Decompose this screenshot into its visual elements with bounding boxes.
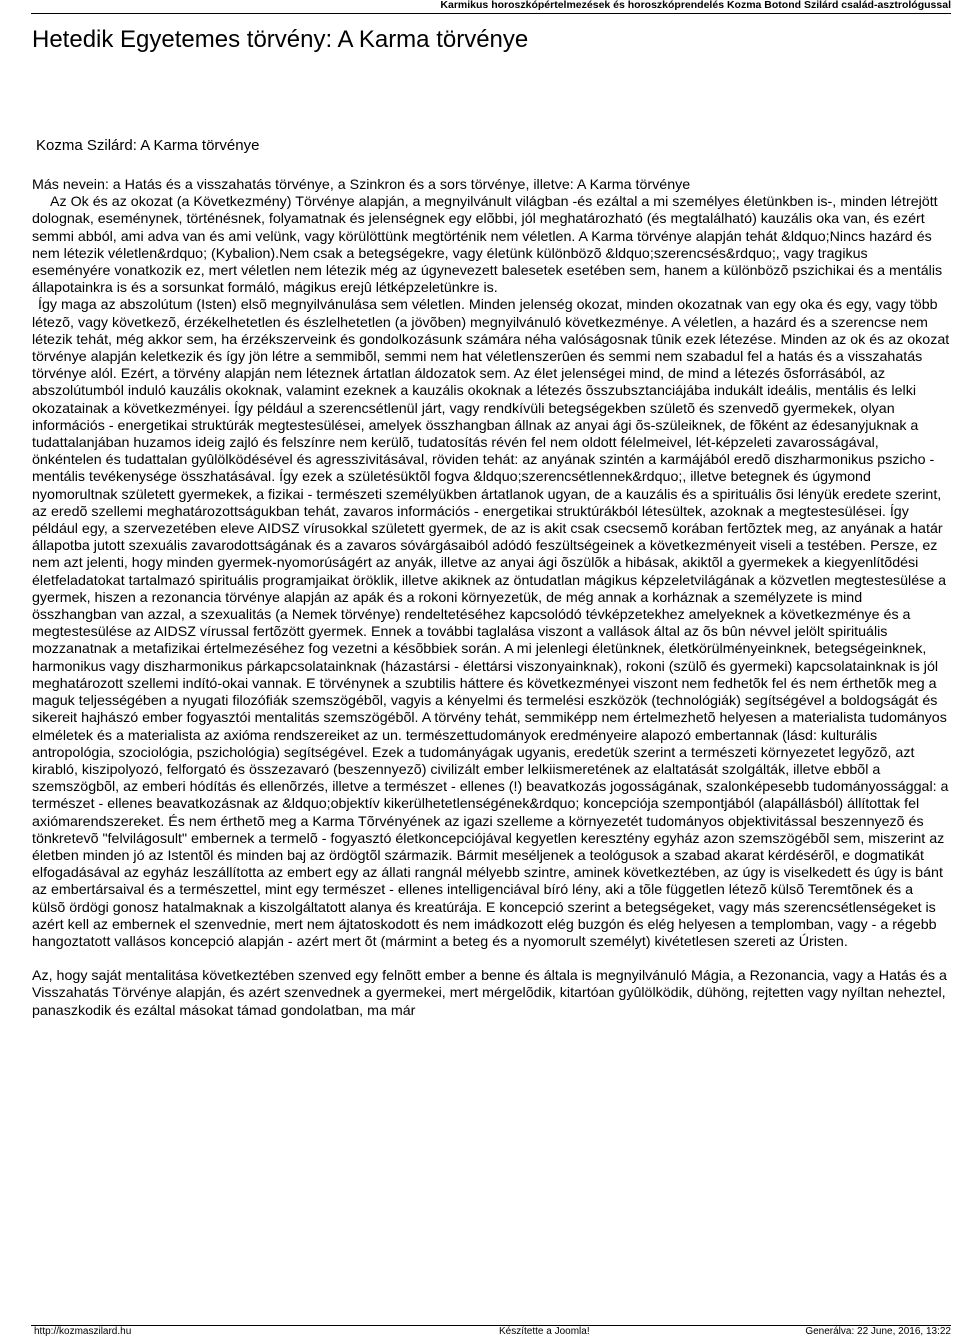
site-header-text: Karmikus horoszkópértelmezések és horoszkóprendelés Kozma Botond Szilárd család-asztrológussal	[440, 0, 951, 11]
article-paragraph: Más nevein: a Hatás és a visszahatás törvénye, a Szinkron és a sors törvénye, illetve: A Karma törvénye	[32, 177, 691, 193]
footer-made-with[interactable]: Készítette a Joomla!	[499, 1326, 590, 1337]
article-paragraph: Az Ok és az okozat (a Következmény) Törvénye alapján, a megnyilvánult világban -és ezáltal a mi személyes életünkben is-, minden létrejött dolognak, eseménynek, történésnek, folyamatnak és jelenségnek egy elõbbi, jól meghatározható (és megtalálható) kauzális oka van, és ezért semmi abból, ami adva van és ami velünk, vagy körülöttünk megtörténik nem véletlen. A Karma törvénye alapján tehát &ldquo;Nincs hazárd és nem létezik véletlen&rdquo; (Kybalion).Nem csak a betegségekre, vagy életünk különbözõ &ldquo;szerencsés&rdquo;, vagy tragikus eseményére vonatkozik ez, mert véletlen nem létezik még az úgynevezett balesetek esetében sem, hanem a különbözõ pszichikai és a mentális állapotainkra is és a sorsunkat formáló, mágikus erejû létképzeletünkre is.	[32, 194, 943, 297]
page-title: Hetedik Egyetemes törvény: A Karma törvénye	[32, 26, 529, 53]
article-paragraph: Így maga az abszolútum (Isten) elsõ megnyilvánulása sem véletlen. Minden jelenség okozat, minden okozatnak van egy oka és egy, vagy több létezõ, vagy következõ, érzékelhetetlen és észlelhetetlen (a jövõben) megnyilvánuló következménye. A véletlen, a hazárd és a szerencse nem létezik tehát, még akkor sem, ha érzékszerveink és gondolkozásunk számára néha valóságosnak tûnik ezek létezése. Minden az ok és az okozat törvénye alapján keletkezik és így jön létre a semmibõl, semmi nem hat véletlenszerûen és semmi nem szabadul fel a hatás és a visszahatás törvénye alól. Ezért, a törvény alapján nem léteznek ártatlan áldozatok sem. Az élet jelenségei mind, de mind a létezés õsforrásából, az abszolútumból induló kauzális okoknak, valamint ezeknek a kauzális okoknak a létezés õsszubsztanciájába indukált ideális, mentális és lelki okozatainak a következményei. Így például a szerencsétlenül járt, vagy rendkívüli betegségekben születõ és szenvedõ gyermekek, olyan információs - energetikai struktúrák megtestesülései, amelyek összhangban állnak az anyai ági õs-szüleiknek, de fõként az édesanyjuknak a tudattalanjában huzamos ideig zajló és felszínre nem kerülõ, tudatosítás révén fel nem oldott félelmeivel, lét-képzeleti zavarosságával, önkéntelen és tudattalan gyûlölködésével és agresszivitásával, röviden tehát: az anyának szintén a karmájából eredõ diszharmonikus pszicho - mentális tevékenysége összhatásával. Így ezek a születésüktõl fogva &ldquo;szerencsétlennek&rdquo;, illetve betegnek és úgymond nyomorultnak született gyermekek, a fizikai - természeti személyükben ártatlanok ugyan, de a kauzális és a spirituális õsi lényük eredete szerint, az eredõ szellemi meghatározottságukban tehát, zavaros információs - energetikai struktúrákból létesültek, azoknak a megtestesülései. Így például egy, a szervezetében eleve AIDSZ vírusokkal született gyermek, de az is akit csak csecsemõ korában fertõztek meg, az anyának a határ állapotba jutott szexuális zavarodottságának és a zavaros sóvárgásaiból adódó feszültségeinek a következményeit viseli a testében. Persze, ez nem azt jelenti, hogy minden gyermek-nyomorúságért az anyák, illetve az anyai ági õszülõk a hibásak, akiktõl a gyermekek a kiegyenlítõdési életfeladatokat tartalmazó spirituális programjaikat öröklik, illetve akiknek az öntudatlan mágikus képzeletvilágának a közvetlen megtestesülése a gyermek, hiszen a rezonancia törvénye alapján az apák és a rokoni környezetük, de még annak a korháznak a személyzete is mind összhangban van azzal, a szexualitás (a Nemek törvénye) rendeltetéséhez kapcsolódó tévképzetekhez amelyeknek a következménye és a megtestesülése az AIDSZ vírussal fertõzött gyermek. Ennek a további taglalása viszont a vallások által az õs bûn névvel jelölt spirituális mozzanatnak a metafizikai értelmezéséhez fog vezetni a késõbbiek során. A mi jelenlegi életünknek, életkörülményeinknek, betegségeinknek, harmonikus vagy diszharmonikus párkapcsolatainknak (házastársi - élettársi viszonyainknak), rokoni (szülõ és gyermeki) kapcsolatainknak is jól meghatározott szellemi indító-okai vannak. E törvénynek a szubtilis háttere és következményei viszont nem fedhetõk fel és nem érthetõk meg a maguk teljességében a nyugati filozófiák szemszögébõl, vagyis a kényelmi és termelési eszközök (technológiák) segítségével a boldogságát és sikereit hajhászó ember fogyasztói mentalitás szemszögébõl. A törvény tehát, semmiképp nem értelmezhetõ helyesen a materialista tudományos elméletek és a materialista az axióma rendszereiket az un. természettudományok eredményeire alapozó embertannak (lásd: kulturális antropológia, szociológia, pszichológia) segítségével. Ezek a tudományágak ugyanis, eredetük szerint a természeti környezetet legyõzõ, azt kirabló, kiszipolyozó, felforgató és összezavaró (beszennyezõ) civilizált ember lelkiismeretének az elaltatását szolgálták, illetve ebbõl a szemszögbõl, az emberi hódítás és ellenõrzés, illetve a természet - ellenes (!) beavatkozás jogosságának, szalonképesebb tudományossággal: a természet - ellenes beavatkozásnak az &ldquo;objektív kikerülhetetlenségének&rdquo; koncepciója szempontjából (alapállásból) állítottak fel axiómarendszereket. És nem érthetõ meg a Karma Tõrvényének az igazi szelleme a környezetét tudományos objektivitással beszennyezõ és tönkretevõ "felvilágosult" embernek a termelõ - fogyasztó életkoncepciójával kegyetlen keresztény egyház azon szemszögébõl sem, miszerint az életben minden jó az Istentõl és minden baj az ördögtõl származik. Bármit meséljenek a teológusok a szabad akarat kérdésérõl, e dogmatikát elfogadásával az egyház leszállította az embert egy az állati rangnál mélyebb szintre, aminek következtében, az úgy is viselkedett és úgy is bánt az embertársaival és a természettel, mint egy természet - ellenes intelligenciával bíró lény, aki a tõle független létezõ külsõ Teremtõnek és a külsõ ördögi gonosz hatalmaknak a kiszolgáltatott alanya és kreatúrája. E koncepció szerint a betegségeket, vagy más szerencsétlenségeket is azért kell az embernek el szenvednie, mert nem ájtatoskodott és nem imádkozott elég buzgón és elég helyesen a templomban, vagy - a régebb hangoztatott vallásos koncepció alapján - azért mert õt (mármint a beteg és a nyomorult személyt) kivétetlesen szereti az Úristen.	[32, 297, 950, 950]
footer-site-url[interactable]: http://kozmaszilard.hu	[34, 1326, 132, 1337]
article-title: Kozma Szilárd: A Karma törvénye	[36, 137, 260, 154]
article-body	[32, 177, 950, 1020]
article-paragraph: Az, hogy saját mentalitása következtében szenved egy felnõtt ember a benne és általa is megnyilvánuló Mágia, a Rezonancia, vagy a Hatás és a Visszahatás Törvénye alapján, és azért szenvednek a gyermekei, mert mérgelõdik, kitartóan gyûlölködik, dühöng, rejtetten vagy nyíltan neheztel, panaszkodik és ezáltal másokat támad gondolatban, ma már	[32, 968, 947, 1019]
footer-generated-date: Generálva: 22 June, 2016, 13:22	[805, 1326, 951, 1337]
site-footer	[31, 1325, 951, 1339]
site-header	[31, 0, 951, 14]
